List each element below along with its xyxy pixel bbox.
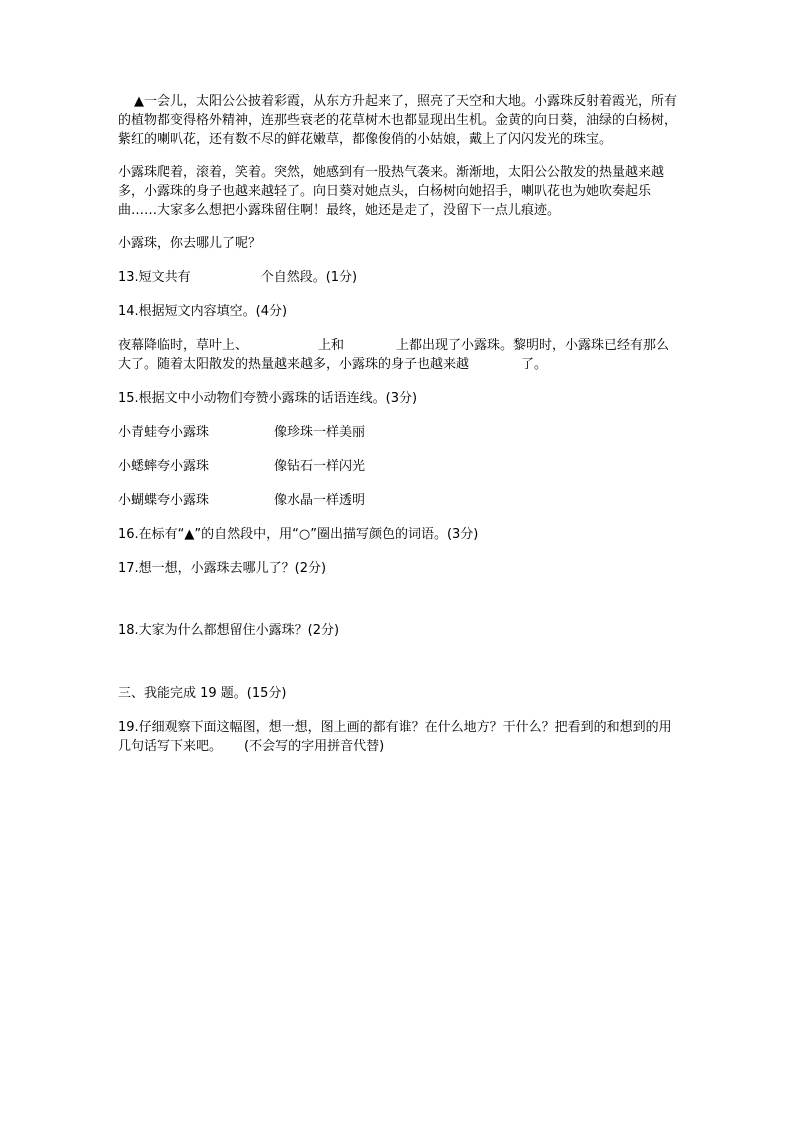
match-left-item[interactable]: 小蟋蟀夸小露珠 [118,459,210,474]
q14-text-part-a: 夜幕降临时，草叶上、 [118,338,249,353]
q14-text-part-b: 上和 [318,338,345,353]
answer-space-18[interactable] [118,640,678,684]
question-13-prefix: 13.短文共有 [118,270,191,285]
question-15: 15.根据文中小动物们夸赞小露珠的话语连线。(3分) [118,391,418,406]
question-19 [118,718,678,756]
passage-paragraph-1: ▲一会儿，太阳公公披着彩霞，从东方升起来了，照亮了天空和大地。小露珠反射着霞光，所有的植物都变得格外精神，连那些衰老的花草树木也都显现出生机。金黄的向日葵，油绿的白杨树，紫红的喇叭花，还有数不尽的鲜花嫩草，都像俊俏的小姑娘，戴上了闪闪发光的珠宝。 [118,94,678,147]
question-13-suffix: 个自然段。(1分) [260,270,358,285]
match-right-item[interactable]: 像珍珠一样美丽 [274,425,366,440]
question-19-text: 19.仔细观察下面这幅图，想一想，图上画的都有谁？在什么地方？干什么？把看到的和想到的用几句话写下来吧。 [118,720,672,754]
match-right-item[interactable]: 像钻石一样闪光 [274,459,366,474]
passage-paragraph-3: 小露珠，你去哪儿了呢？ [118,236,262,251]
match-row [118,457,678,476]
answer-space-17[interactable] [118,578,678,621]
match-left-item[interactable]: 小蝴蝶夸小露珠 [118,493,210,508]
question-13 [118,268,678,287]
question-18: 18.大家为什么都想留住小露珠？(2分) [118,623,340,638]
match-row [118,491,678,510]
question-14: 14.根据短文内容填空。(4分) [118,304,288,319]
section-3-heading: 三、我能完成 19 题。(15分) [118,686,287,701]
document-page [118,92,678,756]
passage-paragraph-2: 小露珠爬着，滚着，笑着。突然，她感到有一股热气袭来。渐渐地，太阳公公散发的热量越来越多，小露珠的身子也越来越轻了。向日葵对她点头，白杨树向她招手，喇叭花也为她吹奏起乐曲……大家多么想把小露珠留住啊！最终，她还是走了，没留下一点儿痕迹。 [118,165,665,218]
match-left-item[interactable]: 小青蛙夸小露珠 [118,425,210,440]
question-19-note: (不会写的字用拼音代替) [244,739,385,754]
question-16: 16.在标有“▲”的自然段中，用“○”圈出描写颜色的词语。(3分) [118,527,479,542]
q14-text-part-c: 上都出现了小露珠。黎明时，小露珠已经有那么大了。随着太阳散发的热量越来越多，小露珠的身子也越来越 [118,338,670,372]
question-17: 17.想一想，小露珠去哪儿了？(2分) [118,561,327,576]
match-right-item[interactable]: 像水晶一样透明 [274,493,366,508]
match-row [118,423,678,442]
question-14-fill-text [118,336,678,374]
q14-text-part-d: 了。 [521,357,548,372]
